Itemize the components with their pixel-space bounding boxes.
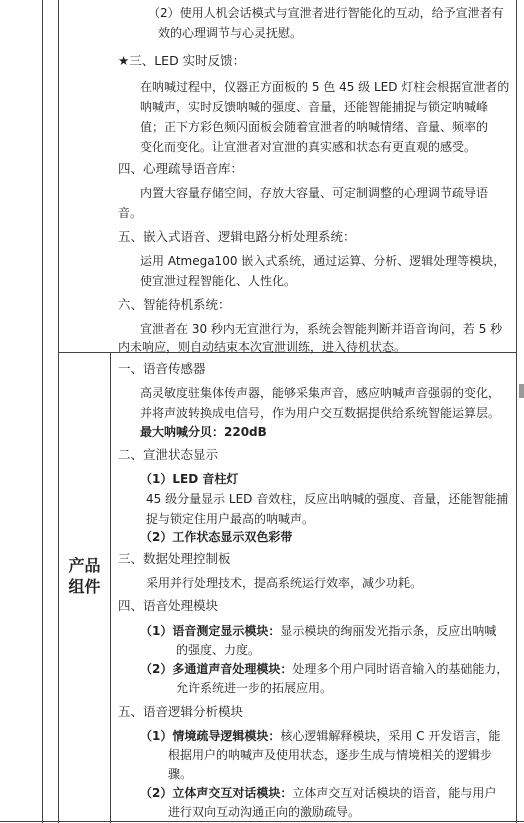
table-border-left	[42, 0, 43, 823]
voice-text-2: 音。	[118, 206, 143, 220]
sensor-heading: 一、语音传感器	[118, 361, 206, 376]
module-1-text: 显示模块的绚丽发光指示条，反应出呐喊	[280, 624, 497, 638]
status-display-title: （2）工作状态显示双色彩带	[140, 530, 293, 544]
standby-text-2: 内未响应，则自动结束本次宣泄训练，进入待机状态。	[118, 340, 407, 354]
logic-2-text: 立体声交互对话模块的语音，能与用户	[292, 786, 497, 800]
logic-1-text: 核心逻辑解释模块，采用 C 开发语言，能	[280, 729, 501, 743]
logic-heading: 五、语音逻辑分析模块	[118, 704, 244, 719]
label-line-1: 产品	[68, 556, 101, 575]
sensor-text-1: 高灵敏度驻集体传声器，能够采集声音，感应呐喊声音强弱的变化，	[140, 386, 501, 400]
led-text-2: 呐喊声，实时反馈呐喊的强度、音量，还能智能捕捉与锁定呐喊峰	[140, 100, 489, 114]
led-text-3: 值；正下方彩色频闪面板会随着宣泄者的呐喊情绪、音量、频率的	[140, 120, 489, 134]
logic-1-line-3: 骤。	[168, 767, 193, 781]
display-heading: 二、宣泄状态显示	[118, 447, 219, 462]
sensor-max-decibel: 最大呐喊分贝：220dB	[140, 425, 267, 439]
module-1-title: （1）语音测定显示模块：	[140, 624, 281, 638]
led-bar-title: （1）LED 音柱灯	[140, 472, 239, 486]
led-text-4: 变化而变化。让宣泄者对宣泄的真实感和状态有更直观的感受。	[140, 140, 477, 154]
product-components-label	[59, 555, 110, 597]
intro-line-2: 效的心理调节与心灵抚慰。	[158, 26, 303, 40]
embedded-text-1: 运用 Atmega100 嵌入式系统，通过运算、分析、逻辑处理等模块，	[140, 254, 506, 268]
sensor-text-2: 并将声波转换成电信号，作为用户交互数据提供给系统智能运算层。	[140, 406, 501, 420]
logic-1-line-1	[140, 726, 524, 746]
embedded-text-2: 使宣泄过程智能化、人性化。	[140, 274, 297, 288]
led-text-1: 在呐喊过程中，仪器正方面板的 5 色 45 级 LED 灯柱会根据宣泄者的	[140, 80, 510, 94]
embedded-heading: 五、嵌入式语音、逻辑电路分析处理系统：	[118, 229, 356, 244]
label-line-2: 组件	[68, 577, 101, 596]
module-1-line-1	[140, 621, 524, 641]
standby-heading: 六、智能待机系统：	[118, 297, 231, 312]
logic-2-line-2: 进行双向互动沟通正向的激励疏导。	[168, 805, 361, 819]
led-bar-text-2: 捉与锁定住用户最高的呐喊声。	[146, 512, 315, 526]
voice-heading: 四、心理疏导语音库：	[118, 161, 244, 176]
module-heading: 四、语音处理模块	[118, 598, 219, 613]
logic-2-title: （2）立体声交互对话模块：	[140, 786, 293, 800]
table-label-divider	[110, 352, 111, 823]
table-column-divider	[58, 0, 59, 823]
module-2-line-2: 允许系统进一步的拓展应用。	[176, 681, 333, 695]
logic-1-line-2: 根据用户的呐喊声及使用状态，逐步生成与情境相关的逻辑步	[168, 748, 493, 762]
voice-text-1: 内置大容量存储空间，存放大容量、可定制调整的心理调节疏导语	[140, 186, 489, 200]
standby-text-1: 宣泄者在 30 秒内无宣泄行为，系统会智能判断并语音询问，若 5 秒	[140, 322, 503, 336]
module-2-text: 处理多个用户同时语音输入的基础能力，	[292, 662, 509, 676]
scroll-edge-marker	[519, 384, 524, 398]
module-1-line-2: 的强度、力度。	[176, 643, 261, 657]
panel-heading: 三、数据处理控制板	[118, 551, 231, 566]
intro-line-1: （2）使用人机会话模式与宣泄者进行智能化的互动，给予宣泄者有	[148, 6, 504, 20]
panel-text: 采用并行处理技术，提高系统运行效率，减少功耗。	[146, 576, 423, 590]
led-bar-text-1: 45 级分量显示 LED 音效柱，反应出呐喊的强度、音量，还能智能捕	[146, 492, 509, 506]
logic-1-title: （1）情境疏导逻辑模块：	[140, 729, 281, 743]
logic-2-line-1	[140, 783, 524, 803]
module-2-line-1	[140, 659, 524, 679]
module-2-title: （2）多通道声音处理模块：	[140, 662, 293, 676]
led-heading: ★三、LED 实时反馈：	[118, 53, 246, 68]
